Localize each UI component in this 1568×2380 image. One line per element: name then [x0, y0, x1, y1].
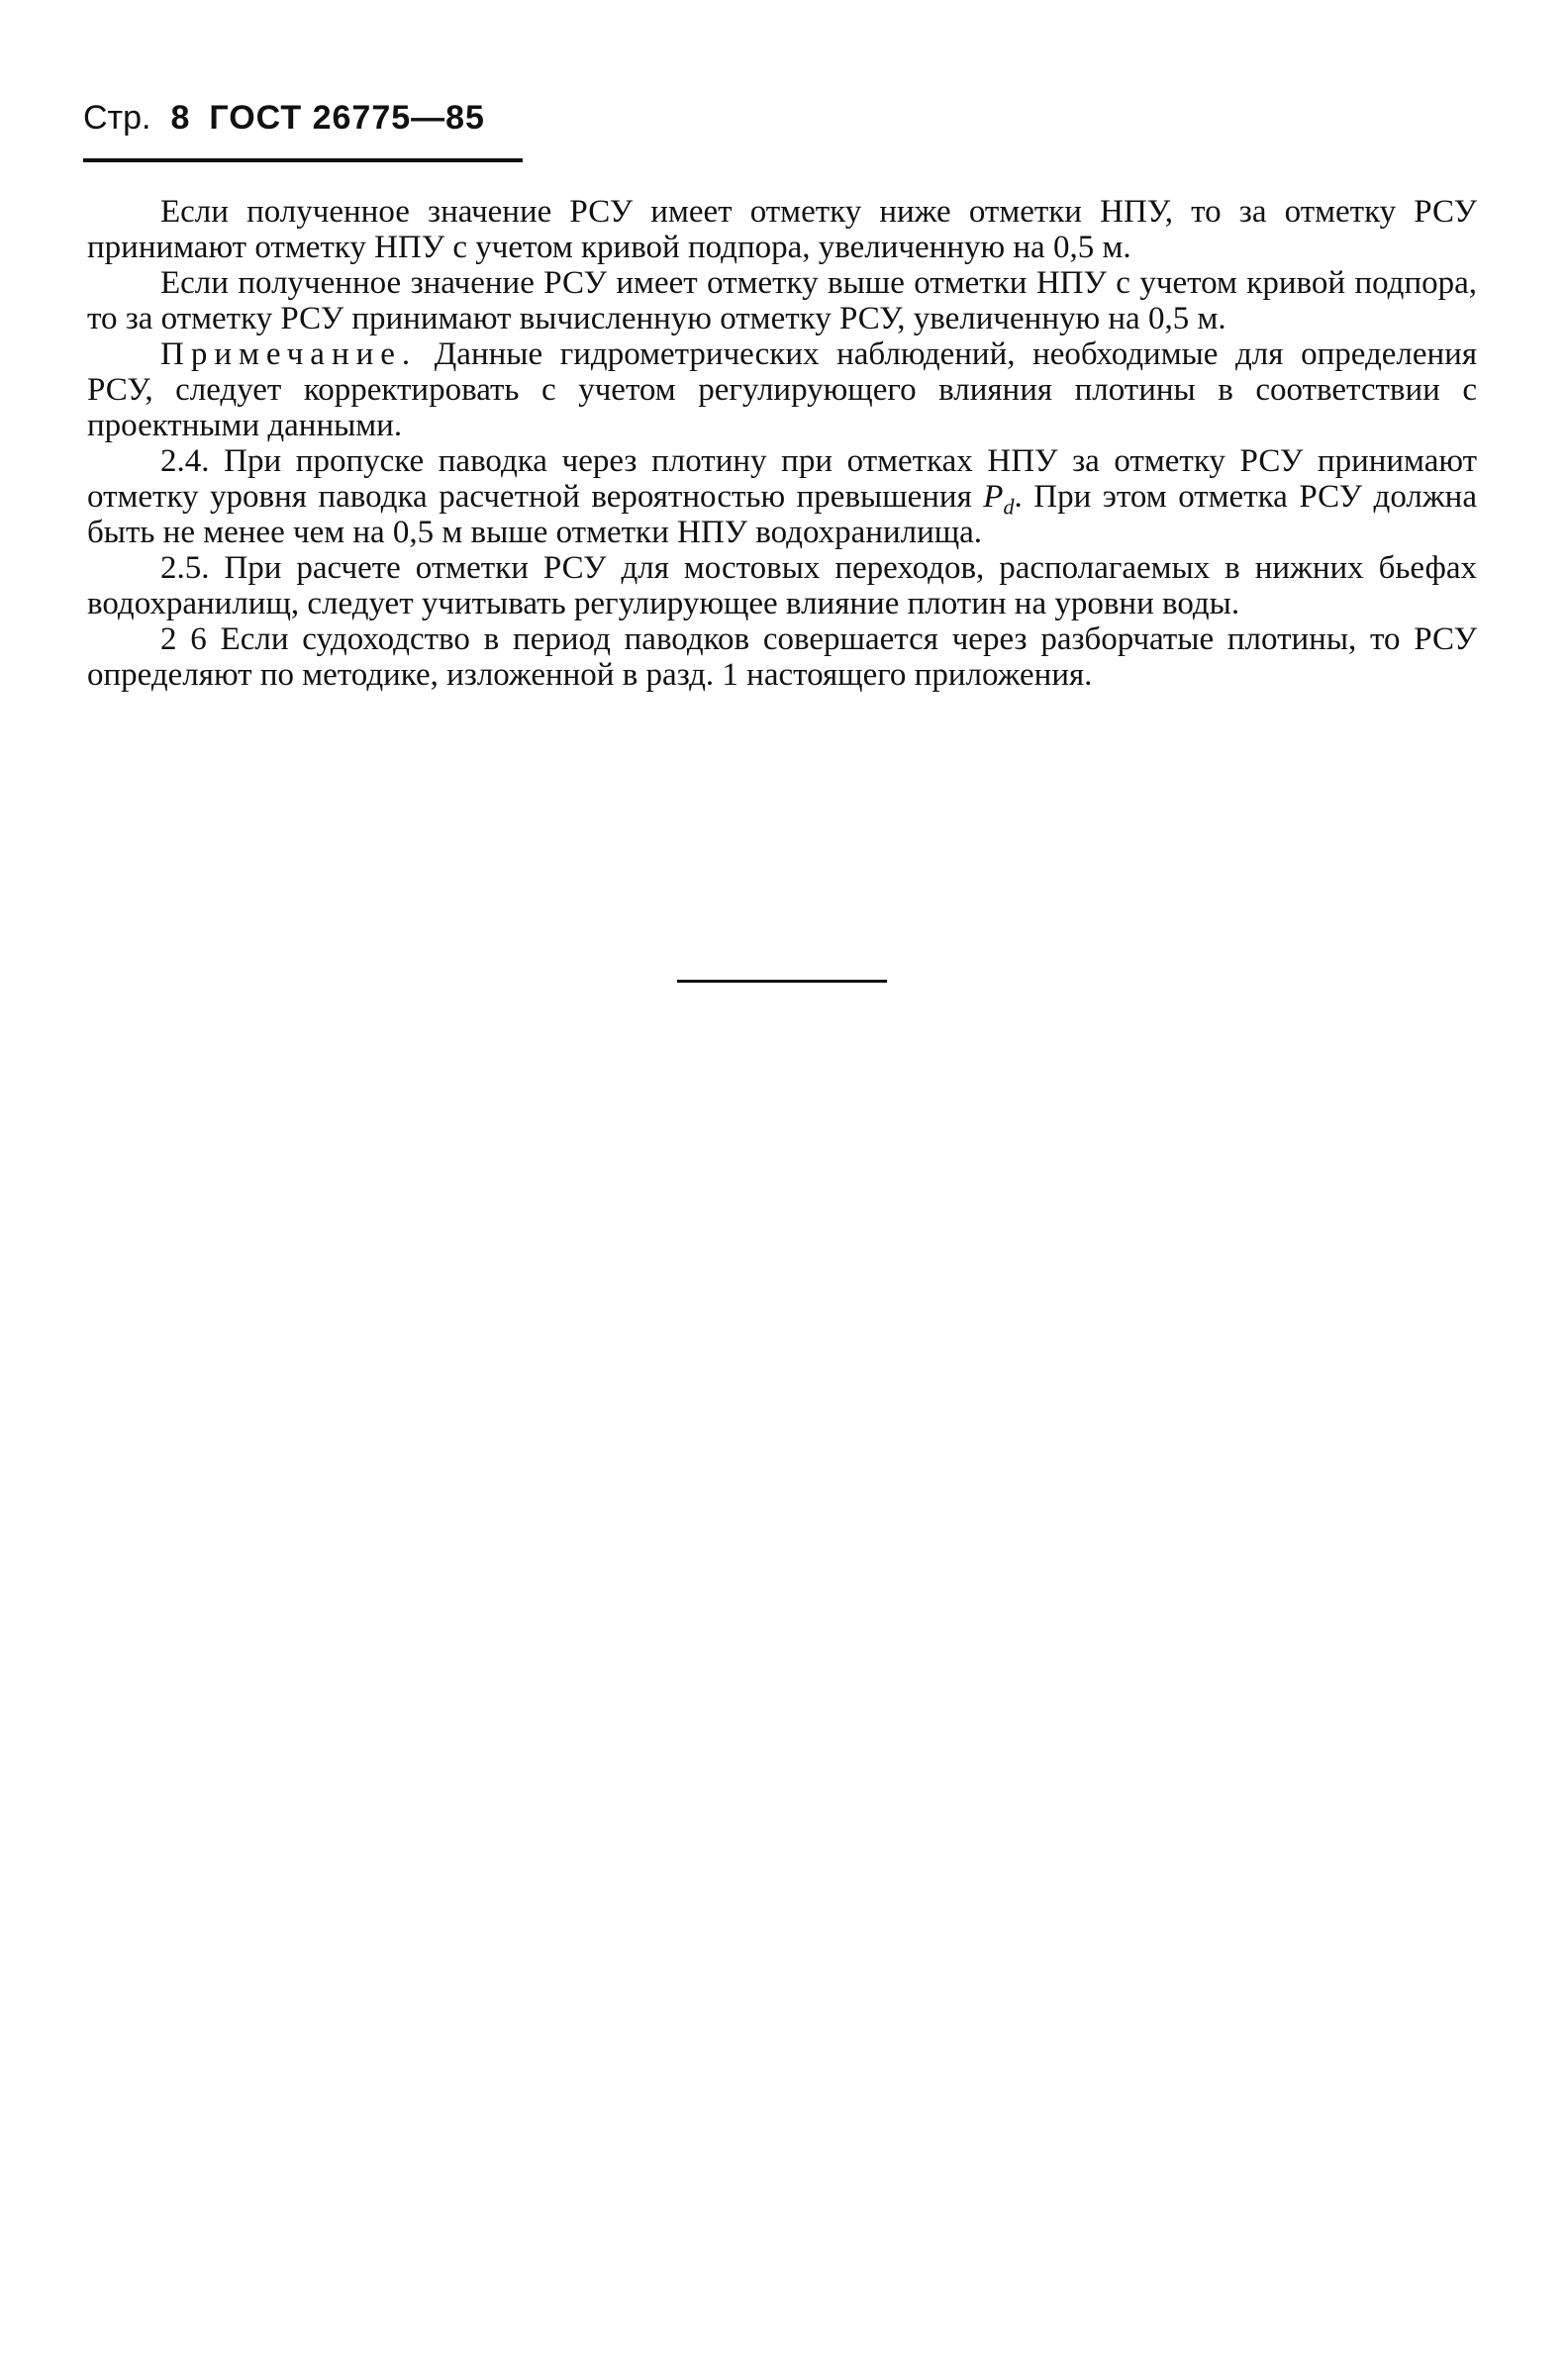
end-of-text-rule: [677, 980, 887, 983]
note-paragraph: [87, 336, 1477, 443]
clause-2-4-text-start: 2.4. При пропуске паводка через плотину при отметках НПУ за отметку РСУ принимают отметку уровня паводка расчетной вероятностью превышения: [87, 443, 1477, 515]
note-label: Примечание.: [160, 336, 418, 372]
clause-2-6: 2 6 Если судоходство в период паводков совершается через разборчатые плотины, то РСУ определяют по методике, изложенной в разд. 1 настоящего приложения.: [87, 621, 1477, 693]
clause-2-5: 2.5. При расчете отметки РСУ для мостовых переходов, располагаемых в нижних бьефах водохранилищ, следует учитывать регулирующее влияние плотин на уровни воды.: [87, 550, 1477, 621]
probability-symbol-letter: P: [983, 479, 1004, 515]
probability-symbol-subscript: d: [1003, 494, 1015, 520]
probability-symbol: [983, 479, 1015, 520]
page-number: 8: [170, 99, 190, 137]
note-text: Данные гидрометрических наблюдений, необходимые для определения РСУ, следует корректировать с учетом регулирующего влияния плотины в соответствии с проектными данными.: [87, 336, 1477, 443]
header-rule: [83, 158, 523, 162]
clause-2-4-text-end: . При этом отметка РСУ должна быть не менее чем на 0,5 м выше отметки НПУ водохранилища.: [87, 479, 1477, 550]
page-header: [83, 99, 485, 158]
standard-designation: ГОСТ 26775—85: [209, 99, 485, 137]
paragraph-below-npu: Если полученное значение РСУ имеет отметку ниже отметки НПУ, то за отметку РСУ принимают отметку НПУ с учетом кривой подпора, увеличенную на 0,5 м.: [87, 194, 1477, 265]
clause-2-4: [87, 443, 1477, 550]
page-label: Стр.: [83, 99, 151, 137]
document-body: [87, 194, 1477, 693]
paragraph-above-npu: Если полученное значение РСУ имеет отметку выше отметки НПУ с учетом кривой подпора, то за отметку РСУ принимают вычисленную отметку РСУ, увеличенную на 0,5 м.: [87, 265, 1477, 336]
